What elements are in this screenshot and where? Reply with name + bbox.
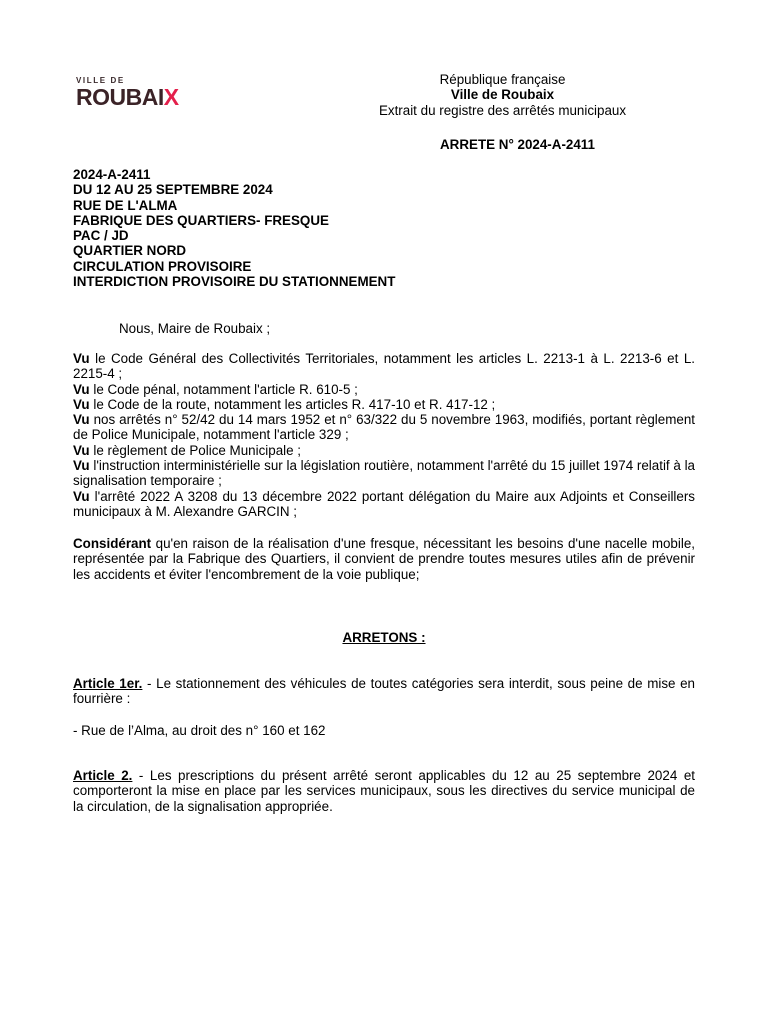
vu-label: Vu — [73, 488, 90, 504]
article-1-bullet: - Rue de l’Alma, au droit des n° 160 et 162 — [73, 723, 326, 738]
vu-label: Vu — [73, 458, 90, 474]
logo-x-letter: X — [163, 84, 179, 110]
logo-wordmark-text: ROUBAI — [76, 84, 164, 110]
vu-text: le Code Général des Collectivités Territoriales, notamment les articles L. 2213-1 à L. 2213-6 et L. 2215-4 ; — [73, 351, 695, 382]
document-header — [300, 72, 705, 118]
article-2-title: Article 2. — [73, 768, 133, 783]
header-registre: Extrait du registre des arrêtés municipaux — [378, 102, 627, 118]
vu-label: Vu — [73, 412, 90, 428]
roubaix-logo — [76, 76, 206, 109]
vu-item — [73, 351, 695, 382]
vu-label: Vu — [73, 396, 90, 412]
considerant-label: Considérant — [73, 536, 152, 551]
nous-maire: Nous, Maire de Roubaix ; — [119, 321, 271, 336]
subject-line: INTERDICTION PROVISOIRE DU STATIONNEMENT — [73, 274, 396, 290]
header-republique: République française — [439, 72, 566, 87]
vu-item — [73, 397, 695, 412]
vu-item — [73, 443, 695, 458]
logo-wordmark — [76, 85, 206, 109]
considerant-paragraph — [73, 536, 695, 582]
vu-text: l'instruction interministérielle sur la législation routière, notamment l'arrêté du 15 juillet 1974 relatif à la signalisation temporaire ; — [73, 458, 695, 489]
vu-text: le règlement de Police Municipale ; — [89, 442, 302, 458]
subject-line: 2024-A-2411 — [73, 167, 151, 182]
vu-item — [73, 382, 695, 397]
vu-item — [73, 489, 695, 520]
subject-line: QUARTIER NORD — [73, 243, 187, 259]
vu-text: nos arrêtés n° 52/42 du 14 mars 1952 et n° 63/322 du 5 novembre 1963, modifiés, portant règlement de Police Municipale, notamment l'article 329 ; — [73, 412, 695, 443]
subject-line: PAC / JD — [73, 228, 129, 244]
subject-line: DU 12 AU 25 SEPTEMBRE 2024 — [73, 182, 273, 198]
vu-text: le Code de la route, notamment les articles R. 417-10 et R. 417-12 ; — [89, 396, 496, 412]
vu-label: Vu — [73, 381, 90, 397]
vu-item — [73, 412, 695, 443]
vu-item — [73, 458, 695, 489]
arretons-heading: ARRETONS : — [342, 630, 426, 645]
subject-line: CIRCULATION PROVISOIRE — [73, 258, 252, 274]
vu-block — [73, 351, 695, 519]
article-1 — [73, 676, 695, 707]
logo-subtitle: VILLE DE — [76, 76, 125, 85]
article-2 — [73, 768, 695, 814]
subject-block — [73, 167, 395, 289]
considerant-text: qu'en raison de la réalisation d'une fresque, nécessitant les besoins d'une nacelle mobile, représentée par la Fabrique des Quartiers, il convient de prendre toutes mesures utiles afin de prévenir les accidents et éviter l'encombrement de la voie publique; — [73, 536, 695, 582]
subject-line: FABRIQUE DES QUARTIERS- FRESQUE — [73, 212, 329, 228]
vu-text: le Code pénal, notamment l'article R. 610-5 ; — [89, 381, 358, 397]
article-1-title: Article 1er. — [73, 676, 143, 691]
header-ville: Ville de Roubaix — [450, 87, 555, 103]
subject-line: RUE DE L'ALMA — [73, 197, 178, 213]
vu-label: Vu — [73, 442, 90, 458]
vu-text: l'arrêté 2022 A 3208 du 13 décembre 2022 portant délégation du Maire aux Adjoints et Conseillers municipaux à M. Alexandre GARCIN ; — [73, 488, 695, 519]
arrete-number: ARRETE N° 2024-A-2411 — [440, 137, 595, 152]
article-2-text: - Les prescriptions du présent arrêté seront applicables du 12 au 25 septembre 2024 et comporteront la mise en place par les services municipaux, sous les directives du service municipal de la circulation, de la signalisation appropriée. — [73, 768, 695, 814]
article-1-text: - Le stationnement des véhicules de toutes catégories sera interdit, sous peine de mise en fourrière : — [73, 676, 696, 707]
vu-label: Vu — [73, 351, 90, 366]
